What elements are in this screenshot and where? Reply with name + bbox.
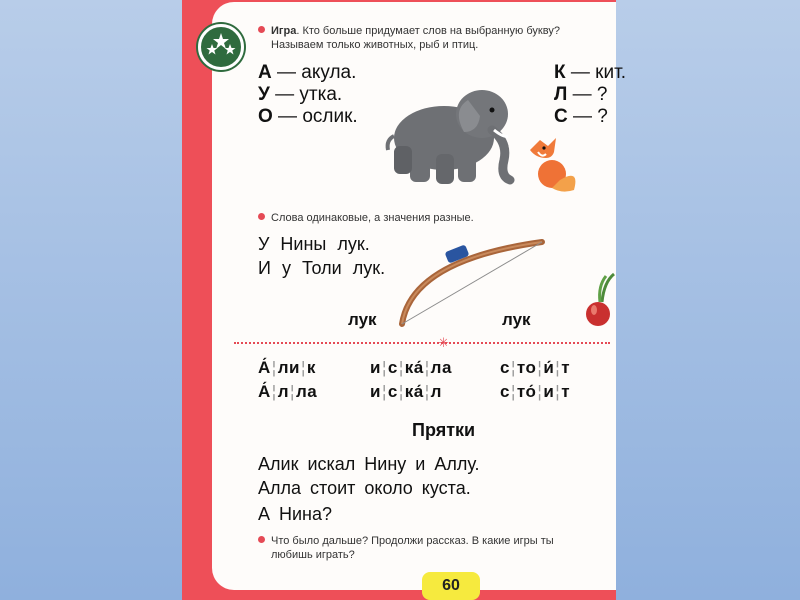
bullet-icon <box>258 26 265 33</box>
bullet-icon <box>258 536 265 543</box>
story-line-1: Алик искал Нину и Аллу. <box>258 454 480 474</box>
letter-row-k: К — кит. <box>554 62 626 83</box>
homonym-line-2: И у Толи лук. <box>258 258 386 278</box>
bullet-icon <box>258 213 265 220</box>
syllable-word: и¦с¦ка́¦л <box>370 382 442 401</box>
letter-row-l: Л — ? <box>554 84 608 105</box>
question: Что было дальше? Продолжи рассказ. В какие игры ты любишь играть? <box>258 534 614 562</box>
page-content <box>212 2 626 594</box>
syllable-word: с¦то¦и́¦т <box>500 358 571 377</box>
fox-icon <box>522 132 584 194</box>
syllable-word: А́¦ли¦к <box>258 358 316 377</box>
divider <box>234 342 610 344</box>
letter-row-u: У — утка. <box>258 84 343 105</box>
story-title: Прятки <box>412 420 476 440</box>
onion-icon <box>580 272 620 330</box>
star-icon: ✳ <box>438 335 449 350</box>
letter-row-s: С — ? <box>554 106 608 127</box>
letter-row-a: А — акула. <box>258 62 357 83</box>
syllable-word: А́¦л¦ла <box>258 382 318 401</box>
game-title: Игра <box>271 25 297 37</box>
page-number: 60 <box>422 572 480 600</box>
letter-row-o: О — ослик. <box>258 106 358 127</box>
homonyms-instruction: Слова одинаковые, а значения разные. <box>258 211 474 225</box>
syllable-word: с¦то́¦и¦т <box>500 382 571 401</box>
label-onion: лук <box>502 310 531 329</box>
game-instruction <box>258 24 608 52</box>
story-line-2: Алла стоит около куста. <box>258 478 471 498</box>
label-bow: лук <box>348 310 377 329</box>
syllable-word: и¦с¦ка́¦ла <box>370 358 452 377</box>
homonym-line-1: У Нины лук. <box>258 234 370 254</box>
elephant-icon <box>382 80 522 192</box>
badge-icon <box>198 24 244 70</box>
game-instruction-text: . Кто больше придумает слов на выбранную букву? <box>296 25 560 37</box>
game-instruction-line2: Называем только животных, рыб и птиц. <box>271 39 479 51</box>
textbook-page <box>182 0 626 600</box>
story-line-3: А Нина? <box>258 504 333 524</box>
